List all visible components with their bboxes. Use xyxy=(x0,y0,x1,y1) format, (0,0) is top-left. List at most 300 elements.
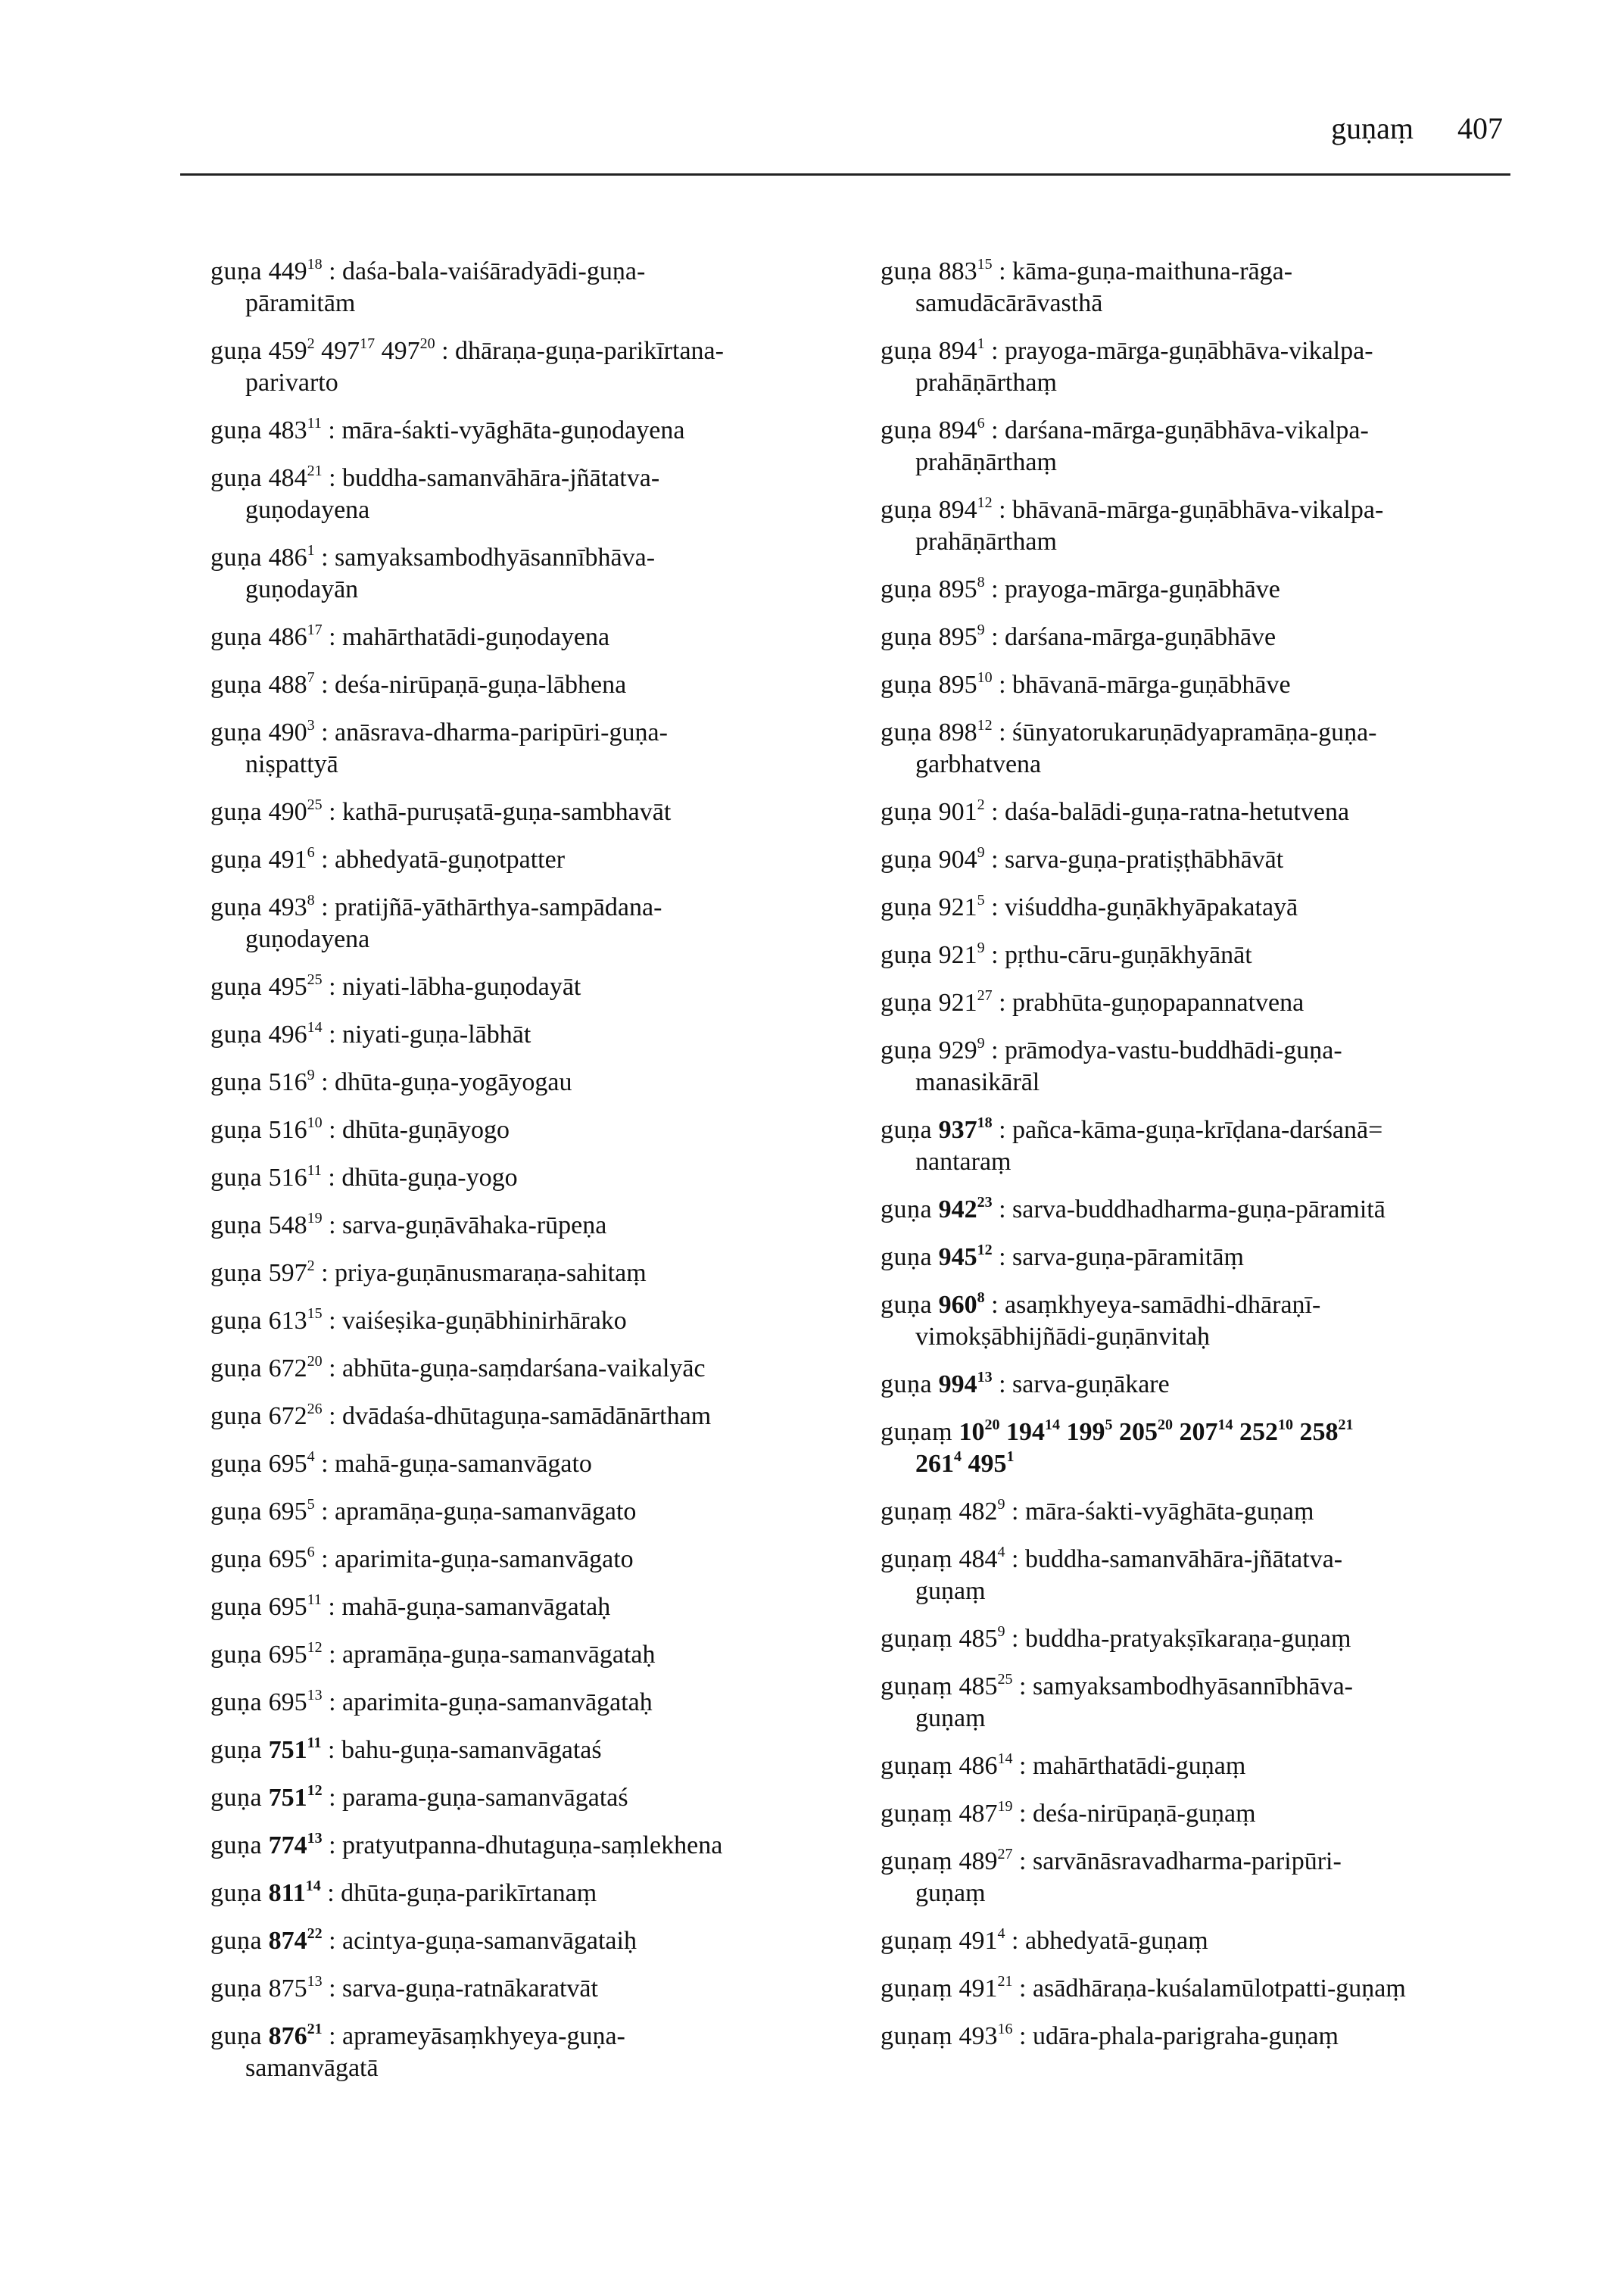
page-ref xyxy=(269,623,323,651)
page-ref xyxy=(939,1195,993,1223)
entry-text: abhūta-guṇa-saṃdarśana-vaikalyāc xyxy=(342,1354,706,1382)
index-entry: guṇa $493^8$ : pratijñā-yāthārthya-sampādana- guṇodayena xyxy=(210,892,662,953)
index-entry: guṇa $960^8$ : asaṃkhyeya-samādhi-dhāraṇī- vimokṣābhijñādi-guṇānvitaḥ xyxy=(881,1289,1321,1351)
line-number-ref: 6 xyxy=(977,415,985,432)
entry-headword: guṇaṃ xyxy=(881,1545,953,1573)
index-entry: guṇaṃ $485^9$ : buddha-pratyakṣīkaraṇa-guṇaṃ xyxy=(881,1623,1351,1653)
page-ref xyxy=(959,1975,1013,2003)
page-ref xyxy=(959,1672,1013,1700)
index-entry: guṇa $613^{15}$ : vaiśeṣika-guṇābhinirhārako xyxy=(210,1305,627,1335)
page-ref xyxy=(959,1545,1005,1573)
page-ref xyxy=(269,1402,323,1430)
entry-headword: guṇa xyxy=(210,1402,263,1430)
entry-text: priya-guṇānusmaraṇa-sahitaṃ xyxy=(335,1259,647,1287)
index-entry: guṇa $895^8$ : prayoga-mārga-guṇābhāve xyxy=(881,574,1280,603)
entry-headword: guṇa xyxy=(210,1593,263,1621)
line-number-ref: 25 xyxy=(997,1671,1013,1688)
index-entry: guṇa $874^{22}$ : acintya-guṇa-samanvāgataiḥ xyxy=(210,1925,637,1955)
entry-text: kāma-guṇa-maithuna-rāga- xyxy=(1012,257,1293,285)
entry-text: anāsrava-dharma-paripūri-guṇa- xyxy=(335,718,668,746)
entry-headword: guṇa xyxy=(210,1879,263,1907)
page-ref xyxy=(968,1450,1015,1478)
index-entry: guṇaṃ $486^{14}$ : mahārthatādi-guṇaṃ xyxy=(881,1750,1246,1780)
page-ref xyxy=(269,1498,315,1526)
page-ref xyxy=(269,1211,323,1239)
entry-text: niyati-lābha-guṇodayāt xyxy=(342,973,581,1001)
page-ref xyxy=(939,496,993,524)
line-number-ref: 8 xyxy=(307,892,315,909)
page-ref xyxy=(269,1545,315,1573)
page-number: 407 xyxy=(1457,111,1503,145)
entry-headword: guṇa xyxy=(881,798,933,826)
page-number-ref: 672 xyxy=(268,1402,307,1430)
entry-headword: guṇa xyxy=(210,1498,263,1526)
entry-headword: guṇa xyxy=(881,893,933,921)
page-ref xyxy=(939,846,985,874)
entry-text: darśana-mārga-guṇābhāve xyxy=(1005,623,1276,651)
entry-headword: guṇaṃ xyxy=(881,1418,953,1446)
page-number-ref: 10 xyxy=(959,1418,985,1446)
page-ref xyxy=(1300,1418,1354,1446)
page-number-ref: 942 xyxy=(938,1195,977,1223)
line-number-ref: 26 xyxy=(307,1401,323,1417)
page-number-ref: 497 xyxy=(381,337,420,365)
line-number-ref: 5 xyxy=(1105,1417,1113,1433)
page-number-ref: 921 xyxy=(938,989,977,1017)
line-number-ref: 12 xyxy=(307,1782,323,1799)
entry-text-continued: guṇaṃ xyxy=(915,1704,986,1732)
page-ref xyxy=(939,623,985,651)
page-ref xyxy=(1006,1418,1060,1446)
entry-text: prayoga-mārga-guṇābhāva-vikalpa- xyxy=(1005,337,1373,365)
page-ref xyxy=(939,1116,993,1144)
index-entry xyxy=(881,1417,1547,1480)
page-ref xyxy=(939,1036,985,1064)
line-number-ref: 17 xyxy=(307,622,323,638)
index-entry: guṇa $695^5$ : apramāṇa-guṇa-samanvāgato xyxy=(210,1496,637,1526)
line-number-ref: 21 xyxy=(307,2021,323,2037)
entry-text-continued: garbhatvena xyxy=(915,750,1042,778)
entry-headword: guṇaṃ xyxy=(881,1625,953,1653)
page-number-ref: 937 xyxy=(938,1116,977,1144)
line-number-ref: 9 xyxy=(307,1067,315,1083)
line-number-ref: 6 xyxy=(307,844,315,861)
entry-headword: guṇa xyxy=(881,496,933,524)
page-number-ref: 960 xyxy=(938,1291,977,1319)
page-ref xyxy=(269,1164,322,1192)
page-number-ref: 486 xyxy=(268,623,307,651)
line-number-ref: 25 xyxy=(307,971,323,988)
index-entry: guṇa $695^6$ : aparimita-guṇa-samanvāgato xyxy=(210,1544,634,1573)
page-ref xyxy=(959,1498,1005,1526)
line-number-ref: 10 xyxy=(1278,1417,1294,1433)
index-entry: guṇa $459^2$ $497^{17}$ $497^{20}$ : dhāraṇa-guṇa-parikīrtana- parivarto xyxy=(210,335,724,397)
page-ref xyxy=(269,1450,315,1478)
entry-text-continued: pāramitām xyxy=(245,289,356,317)
entry-text-continued: samanvāgatā xyxy=(245,2054,379,2082)
entry-text: sarvānāsravadharma-paripūri- xyxy=(1033,1847,1342,1875)
page-ref xyxy=(269,718,315,746)
page-number-ref: 695 xyxy=(268,1450,307,1478)
page-number-ref: 486 xyxy=(959,1752,998,1780)
entry-headword: guṇa xyxy=(881,1036,933,1064)
page-number-ref: 901 xyxy=(938,798,977,826)
page-number-ref: 496 xyxy=(268,1021,307,1049)
page-number-ref: 495 xyxy=(968,1450,1007,1478)
page-ref xyxy=(321,337,375,365)
index-entry: guṇa $901^2$ : daśa-balādi-guṇa-ratna-hetutvena xyxy=(881,796,1350,826)
page-number-ref: 895 xyxy=(938,575,977,603)
entry-headword: guṇa xyxy=(881,337,933,365)
entry-text: apramāṇa-guṇa-samanvāgataḥ xyxy=(342,1641,656,1669)
page-ref xyxy=(939,416,985,444)
page-number-ref: 484 xyxy=(268,464,307,492)
entry-headword: guṇa xyxy=(210,1784,263,1812)
index-entry: guṇaṃ $491^4$ : abhedyatā-guṇaṃ xyxy=(881,1925,1208,1955)
page-number-ref: 898 xyxy=(938,718,977,746)
line-number-ref: 14 xyxy=(1045,1417,1061,1433)
entry-text: pratijñā-yāthārthya-sampādana- xyxy=(335,893,662,921)
page-ref xyxy=(959,1927,1005,1955)
entry-text-continued: guṇodayena xyxy=(245,496,370,524)
index-entry: guṇa $876^{21}$ : aprameyāsaṃkhyeya-guṇa- samanvāgatā xyxy=(210,2021,625,2082)
page-number-ref: 695 xyxy=(268,1593,307,1621)
entry-text-continued: prahāṇārthaṃ xyxy=(915,448,1057,476)
line-number-ref: 12 xyxy=(977,1242,993,1258)
index-entry: guṇa $516^{10}$ : dhūta-guṇāyogo xyxy=(210,1114,510,1144)
page-ref xyxy=(1180,1418,1233,1446)
page-ref xyxy=(269,1021,323,1049)
page-number-ref: 490 xyxy=(268,718,307,746)
page-number-ref: 548 xyxy=(268,1211,307,1239)
entry-text: bhāvanā-mārga-guṇābhāve xyxy=(1012,671,1291,699)
line-number-ref: 20 xyxy=(984,1417,1000,1433)
entry-text: abhedyatā-guṇaṃ xyxy=(1025,1927,1208,1955)
page-ref xyxy=(1067,1418,1113,1446)
index-entry: guṇa $516^{11}$ : dhūta-guṇa-yogo xyxy=(210,1162,518,1192)
page-number-ref: 486 xyxy=(268,544,307,572)
line-number-ref: 8 xyxy=(977,574,985,591)
line-number-ref: 14 xyxy=(997,1750,1013,1767)
entry-text: dvādaśa-dhūtaguṇa-samādānārtham xyxy=(342,1402,712,1430)
index-entry: guṇa $942^{23}$ : sarva-buddhadharma-guṇa-pāramitā xyxy=(881,1194,1386,1223)
line-number-ref: 13 xyxy=(307,1973,323,1990)
page-number-ref: 613 xyxy=(268,1307,307,1335)
page-number-ref: 894 xyxy=(938,496,977,524)
page-number-ref: 811 xyxy=(268,1879,306,1907)
entry-headword: guṇa xyxy=(210,1021,263,1049)
entry-text-continued: guṇodayena xyxy=(245,925,370,953)
line-number-ref: 27 xyxy=(997,1846,1013,1862)
entry-text: asādhāraṇa-kuśalamūlotpatti-guṇaṃ xyxy=(1033,1975,1406,2003)
page-ref xyxy=(939,337,985,365)
line-number-ref: 21 xyxy=(997,1973,1013,1990)
running-headword: guṇaṃ xyxy=(1331,111,1414,145)
entry-headword: guṇa xyxy=(210,798,263,826)
page-ref xyxy=(939,1370,993,1398)
entry-text: deśa-nirūpaṇā-guṇaṃ xyxy=(1033,1800,1256,1828)
index-entry: guṇa $548^{19}$ : sarva-guṇāvāhaka-rūpeṇa xyxy=(210,1210,607,1239)
line-number-ref: 9 xyxy=(977,622,985,638)
header-rule xyxy=(180,173,1510,176)
page-ref xyxy=(939,257,993,285)
page-ref xyxy=(382,337,435,365)
index-entry: guṇa $672^{20}$ : abhūta-guṇa-saṃdarśana-vaikalyāc xyxy=(210,1353,706,1382)
line-number-ref: 4 xyxy=(997,1544,1005,1560)
line-number-ref: 12 xyxy=(977,494,993,511)
entry-headword: guṇa xyxy=(210,1641,263,1669)
entry-text: dhūta-guṇāyogo xyxy=(342,1116,510,1144)
line-number-ref: 2 xyxy=(977,796,985,813)
entry-text: śūnyatorukaruṇādyapramāṇa-guṇa- xyxy=(1012,718,1377,746)
line-number-ref: 7 xyxy=(307,669,315,686)
line-number-ref: 5 xyxy=(977,892,985,909)
entry-headword: guṇaṃ xyxy=(881,1847,953,1875)
entry-headword: guṇa xyxy=(210,544,263,572)
index-entry: guṇa $491^6$ : abhedyatā-guṇotpatter xyxy=(210,844,566,874)
index-entry: guṇa $945^{12}$ : sarva-guṇa-pāramitāṃ xyxy=(881,1242,1244,1271)
entry-headword: guṇa xyxy=(881,846,933,874)
line-number-ref: 18 xyxy=(977,1114,993,1131)
entry-text: sarva-buddhadharma-guṇa-pāramitā xyxy=(1012,1195,1386,1223)
line-number-ref: 19 xyxy=(307,1210,323,1226)
page-number-ref: 207 xyxy=(1179,1418,1218,1446)
line-number-ref: 9 xyxy=(977,844,985,861)
entry-headword: guṇa xyxy=(210,1068,263,1096)
line-number-ref: 4 xyxy=(307,1448,315,1465)
page-number-ref: 491 xyxy=(268,846,307,874)
entry-text: bahu-guṇa-samanvāgataś xyxy=(341,1736,602,1764)
index-entry: guṇaṃ $485^{25}$ : samyaksambodhyāsannībhāva- guṇaṃ xyxy=(881,1671,1353,1732)
index-entry: guṇa $486^1$ : samyaksambodhyāsannībhāva- guṇodayān xyxy=(210,542,656,603)
line-number-ref: 11 xyxy=(307,415,322,432)
page-ref xyxy=(269,1354,323,1382)
index-entry: guṇa $695^{11}$ : mahā-guṇa-samanvāgataḥ xyxy=(210,1591,611,1621)
page-number-ref: 994 xyxy=(938,1370,977,1398)
entry-text-continued: guṇaṃ xyxy=(915,1577,986,1605)
entry-headword: guṇa xyxy=(210,257,263,285)
line-number-ref: 20 xyxy=(419,335,435,352)
page-number-ref: 485 xyxy=(959,1672,998,1700)
page-number-ref: 258 xyxy=(1299,1418,1339,1446)
entry-headword: guṇa xyxy=(881,1370,933,1398)
entry-text-continued: prahāṇārtham xyxy=(915,528,1057,556)
page-number-ref: 883 xyxy=(938,257,977,285)
entry-text-continued: manasikārāl xyxy=(915,1068,1040,1096)
index-entry: guṇa $695^{12}$ : apramāṇa-guṇa-samanvāgataḥ xyxy=(210,1639,656,1669)
entry-headword: guṇa xyxy=(210,1688,263,1716)
entry-headword: guṇa xyxy=(210,671,263,699)
page-number-ref: 516 xyxy=(268,1164,307,1192)
line-number-ref: 1 xyxy=(977,335,985,352)
page-number-ref: 261 xyxy=(915,1450,954,1478)
index-entry: guṇaṃ $493^{16}$ : udāra-phala-parigraha-guṇaṃ xyxy=(881,2021,1339,2050)
page-number-ref: 199 xyxy=(1066,1418,1105,1446)
page-number-ref: 493 xyxy=(268,893,307,921)
entry-headword: guṇaṃ xyxy=(881,1800,953,1828)
page-number-ref: 449 xyxy=(268,257,307,285)
page-number-ref: 895 xyxy=(938,671,977,699)
page-ref xyxy=(269,464,323,492)
index-entry: guṇa $894^6$ : darśana-mārga-guṇābhāva-vikalpa- prahāṇārthaṃ xyxy=(881,415,1369,476)
index-entry: guṇa $811^{14}$ : dhūta-guṇa-parikīrtanaṃ xyxy=(210,1878,597,1907)
entry-headword: guṇaṃ xyxy=(881,1498,953,1526)
entry-text: daśa-balādi-guṇa-ratna-hetutvena xyxy=(1005,798,1350,826)
right-column xyxy=(881,256,1547,2068)
line-number-ref: 9 xyxy=(977,1035,985,1052)
entry-text: sarva-guṇa-ratnākaratvāt xyxy=(342,1975,598,2003)
page-ref xyxy=(269,1784,323,1812)
page-ref xyxy=(269,671,315,699)
line-number-ref: 2 xyxy=(307,335,315,352)
page-number-ref: 516 xyxy=(268,1116,307,1144)
entry-text: buddha-pratyakṣīkaraṇa-guṇaṃ xyxy=(1025,1625,1351,1653)
index-entry: guṇa $695^{13}$ : aparimita-guṇa-samanvāgataḥ xyxy=(210,1687,653,1716)
page-ref xyxy=(939,575,985,603)
entry-text: buddha-samanvāhāra-jñātatva- xyxy=(342,464,660,492)
line-number-ref: 13 xyxy=(977,1369,993,1385)
index-entry: guṇa $994^{13}$ : sarva-guṇākare xyxy=(881,1369,1170,1398)
entry-text: mahā-guṇa-samanvāgato xyxy=(335,1450,592,1478)
page-ref xyxy=(939,941,985,969)
line-number-ref: 17 xyxy=(360,335,376,352)
page-ref xyxy=(959,1800,1013,1828)
running-header xyxy=(1331,112,1503,145)
entry-text-continued: niṣpattyā xyxy=(245,750,338,778)
index-entry: guṇa $904^9$ : sarva-guṇa-pratiṣṭhābhāvāt xyxy=(881,844,1284,874)
entry-text: māra-śakti-vyāghāta-guṇodayena xyxy=(341,416,685,444)
index-entry: guṇa $695^4$ : mahā-guṇa-samanvāgato xyxy=(210,1448,592,1478)
line-number-ref: 2 xyxy=(307,1258,315,1274)
entry-text: samyaksambodhyāsannībhāva- xyxy=(335,544,656,572)
entry-text: pratyutpanna-dhutaguṇa-saṃlekhena xyxy=(342,1831,723,1859)
entry-headword: guṇa xyxy=(210,1259,263,1287)
entry-headword: guṇa xyxy=(881,1116,933,1144)
index-entry: guṇa $921^9$ : pṛthu-cāru-guṇākhyānāt xyxy=(881,940,1252,969)
page-ref xyxy=(269,257,323,285)
index-entry: guṇa $937^{18}$ : pañca-kāma-guṇa-krīḍana-darśanā= nantaraṃ xyxy=(881,1114,1383,1176)
entry-headword: guṇa xyxy=(210,1116,263,1144)
entry-headword: guṇa xyxy=(881,941,933,969)
entry-text: aparimita-guṇa-samanvāgato xyxy=(335,1545,634,1573)
page-ref xyxy=(269,846,315,874)
line-number-ref: 13 xyxy=(307,1830,323,1847)
page-ref xyxy=(939,671,993,699)
index-entry: guṇa $883^{15}$ : kāma-guṇa-maithuna-rāga- samudācārāvasthā xyxy=(881,256,1293,317)
entry-text: sarva-guṇa-pratiṣṭhābhāvāt xyxy=(1005,846,1284,874)
page-number-ref: 205 xyxy=(1119,1418,1158,1446)
line-number-ref: 18 xyxy=(307,256,323,273)
page-number-ref: 672 xyxy=(268,1354,307,1382)
entry-headword: guṇa xyxy=(881,416,933,444)
line-number-ref: 11 xyxy=(307,1162,322,1179)
line-number-ref: 4 xyxy=(954,1448,962,1465)
line-number-ref: 21 xyxy=(1338,1417,1354,1433)
index-entry: guṇa $597^2$ : priya-guṇānusmaraṇa-sahitaṃ xyxy=(210,1258,647,1287)
entry-headword: guṇa xyxy=(881,718,933,746)
entry-headword: guṇa xyxy=(881,623,933,651)
page-ref xyxy=(269,1068,315,1096)
line-number-ref: 8 xyxy=(977,1289,985,1306)
line-number-ref: 14 xyxy=(1217,1417,1233,1433)
line-number-ref: 10 xyxy=(307,1114,323,1131)
line-number-ref: 11 xyxy=(307,1591,322,1608)
page-number-ref: 904 xyxy=(938,846,977,874)
entry-text: samyaksambodhyāsannībhāva- xyxy=(1033,1672,1353,1700)
entry-text: darśana-mārga-guṇābhāva-vikalpa- xyxy=(1005,416,1369,444)
line-number-ref: 1 xyxy=(307,542,315,559)
entry-headword: guṇa xyxy=(210,623,263,651)
entry-headword: guṇaṃ xyxy=(881,2022,953,2050)
index-entry: guṇa $495^{25}$ : niyati-lābha-guṇodayāt xyxy=(210,971,581,1001)
entry-text: buddha-samanvāhāra-jñātatva- xyxy=(1025,1545,1343,1573)
entry-headword: guṇa xyxy=(881,575,933,603)
page-number-ref: 194 xyxy=(1006,1418,1046,1446)
index-entry: guṇa $894^1$ : prayoga-mārga-guṇābhāva-vikalpa- prahāṇārthaṃ xyxy=(881,335,1373,397)
line-number-ref: 6 xyxy=(307,1544,315,1560)
line-number-ref: 15 xyxy=(307,1305,323,1322)
entry-text: prāmodya-vastu-buddhādi-guṇa- xyxy=(1005,1036,1342,1064)
entry-headword: guṇa xyxy=(210,1354,263,1382)
page-ref xyxy=(269,1975,323,2003)
page-ref xyxy=(959,1752,1013,1780)
entry-text-continued: vimokṣābhijñādi-guṇānvitaḥ xyxy=(915,1323,1211,1351)
page-ref xyxy=(269,973,323,1001)
entry-text: udāra-phala-parigraha-guṇaṃ xyxy=(1033,2022,1339,2050)
line-number-ref: 15 xyxy=(977,256,993,273)
page-number-ref: 495 xyxy=(268,973,307,1001)
page-number-ref: 695 xyxy=(268,1641,307,1669)
entry-headword: guṇa xyxy=(881,1291,933,1319)
page-ref xyxy=(269,1688,323,1716)
entry-text-continued: samudācārāvasthā xyxy=(915,289,1103,317)
page-number-ref: 491 xyxy=(959,1975,998,2003)
index-entry: guṇaṃ $484^4$ : buddha-samanvāhāra-jñātatva- guṇaṃ xyxy=(881,1544,1343,1605)
entry-headword: guṇa xyxy=(881,1195,933,1223)
entry-text: dhāraṇa-guṇa-parikīrtana- xyxy=(455,337,724,365)
line-number-ref: 19 xyxy=(997,1798,1013,1815)
line-number-ref: 9 xyxy=(977,940,985,956)
entry-text-continued: prahāṇārthaṃ xyxy=(915,369,1057,397)
page-number-ref: 874 xyxy=(268,1927,307,1955)
entry-text: sarva-guṇa-pāramitāṃ xyxy=(1012,1243,1244,1271)
entry-headword: guṇa xyxy=(210,973,263,1001)
index-entry: guṇa $929^9$ : prāmodya-vastu-buddhādi-guṇa- manasikārāl xyxy=(881,1035,1342,1096)
index-entry: guṇa $921^{27}$ : prabhūta-guṇopapannatvena xyxy=(881,987,1304,1017)
page-ref xyxy=(939,893,985,921)
page-number-ref: 491 xyxy=(959,1927,998,1955)
page-ref xyxy=(269,1927,323,1955)
page-number-ref: 894 xyxy=(938,337,977,365)
index-entry: guṇa $483^{11}$ : māra-śakti-vyāghāta-guṇodayena xyxy=(210,415,685,444)
page-ref xyxy=(269,1259,315,1287)
page-ref xyxy=(1239,1418,1293,1446)
page-number-ref: 493 xyxy=(959,2022,998,2050)
index-entry: guṇa $921^5$ : viśuddha-guṇākhyāpakatayā xyxy=(881,892,1298,921)
page-number-ref: 751 xyxy=(268,1784,307,1812)
page-ref xyxy=(269,1116,323,1144)
entry-headword: guṇaṃ xyxy=(881,1672,953,1700)
line-number-ref: 22 xyxy=(307,1925,323,1942)
page-number-ref: 695 xyxy=(268,1688,307,1716)
line-number-ref: 12 xyxy=(307,1639,323,1656)
index-entry: guṇa $672^{26}$ : dvādaśa-dhūtaguṇa-samādānārtham xyxy=(210,1401,712,1430)
page-ref xyxy=(939,798,985,826)
page-number-ref: 895 xyxy=(938,623,977,651)
entry-text-continued: nantaraṃ xyxy=(915,1148,1011,1176)
page-number-ref: 921 xyxy=(938,941,977,969)
page-ref xyxy=(915,1450,962,1478)
